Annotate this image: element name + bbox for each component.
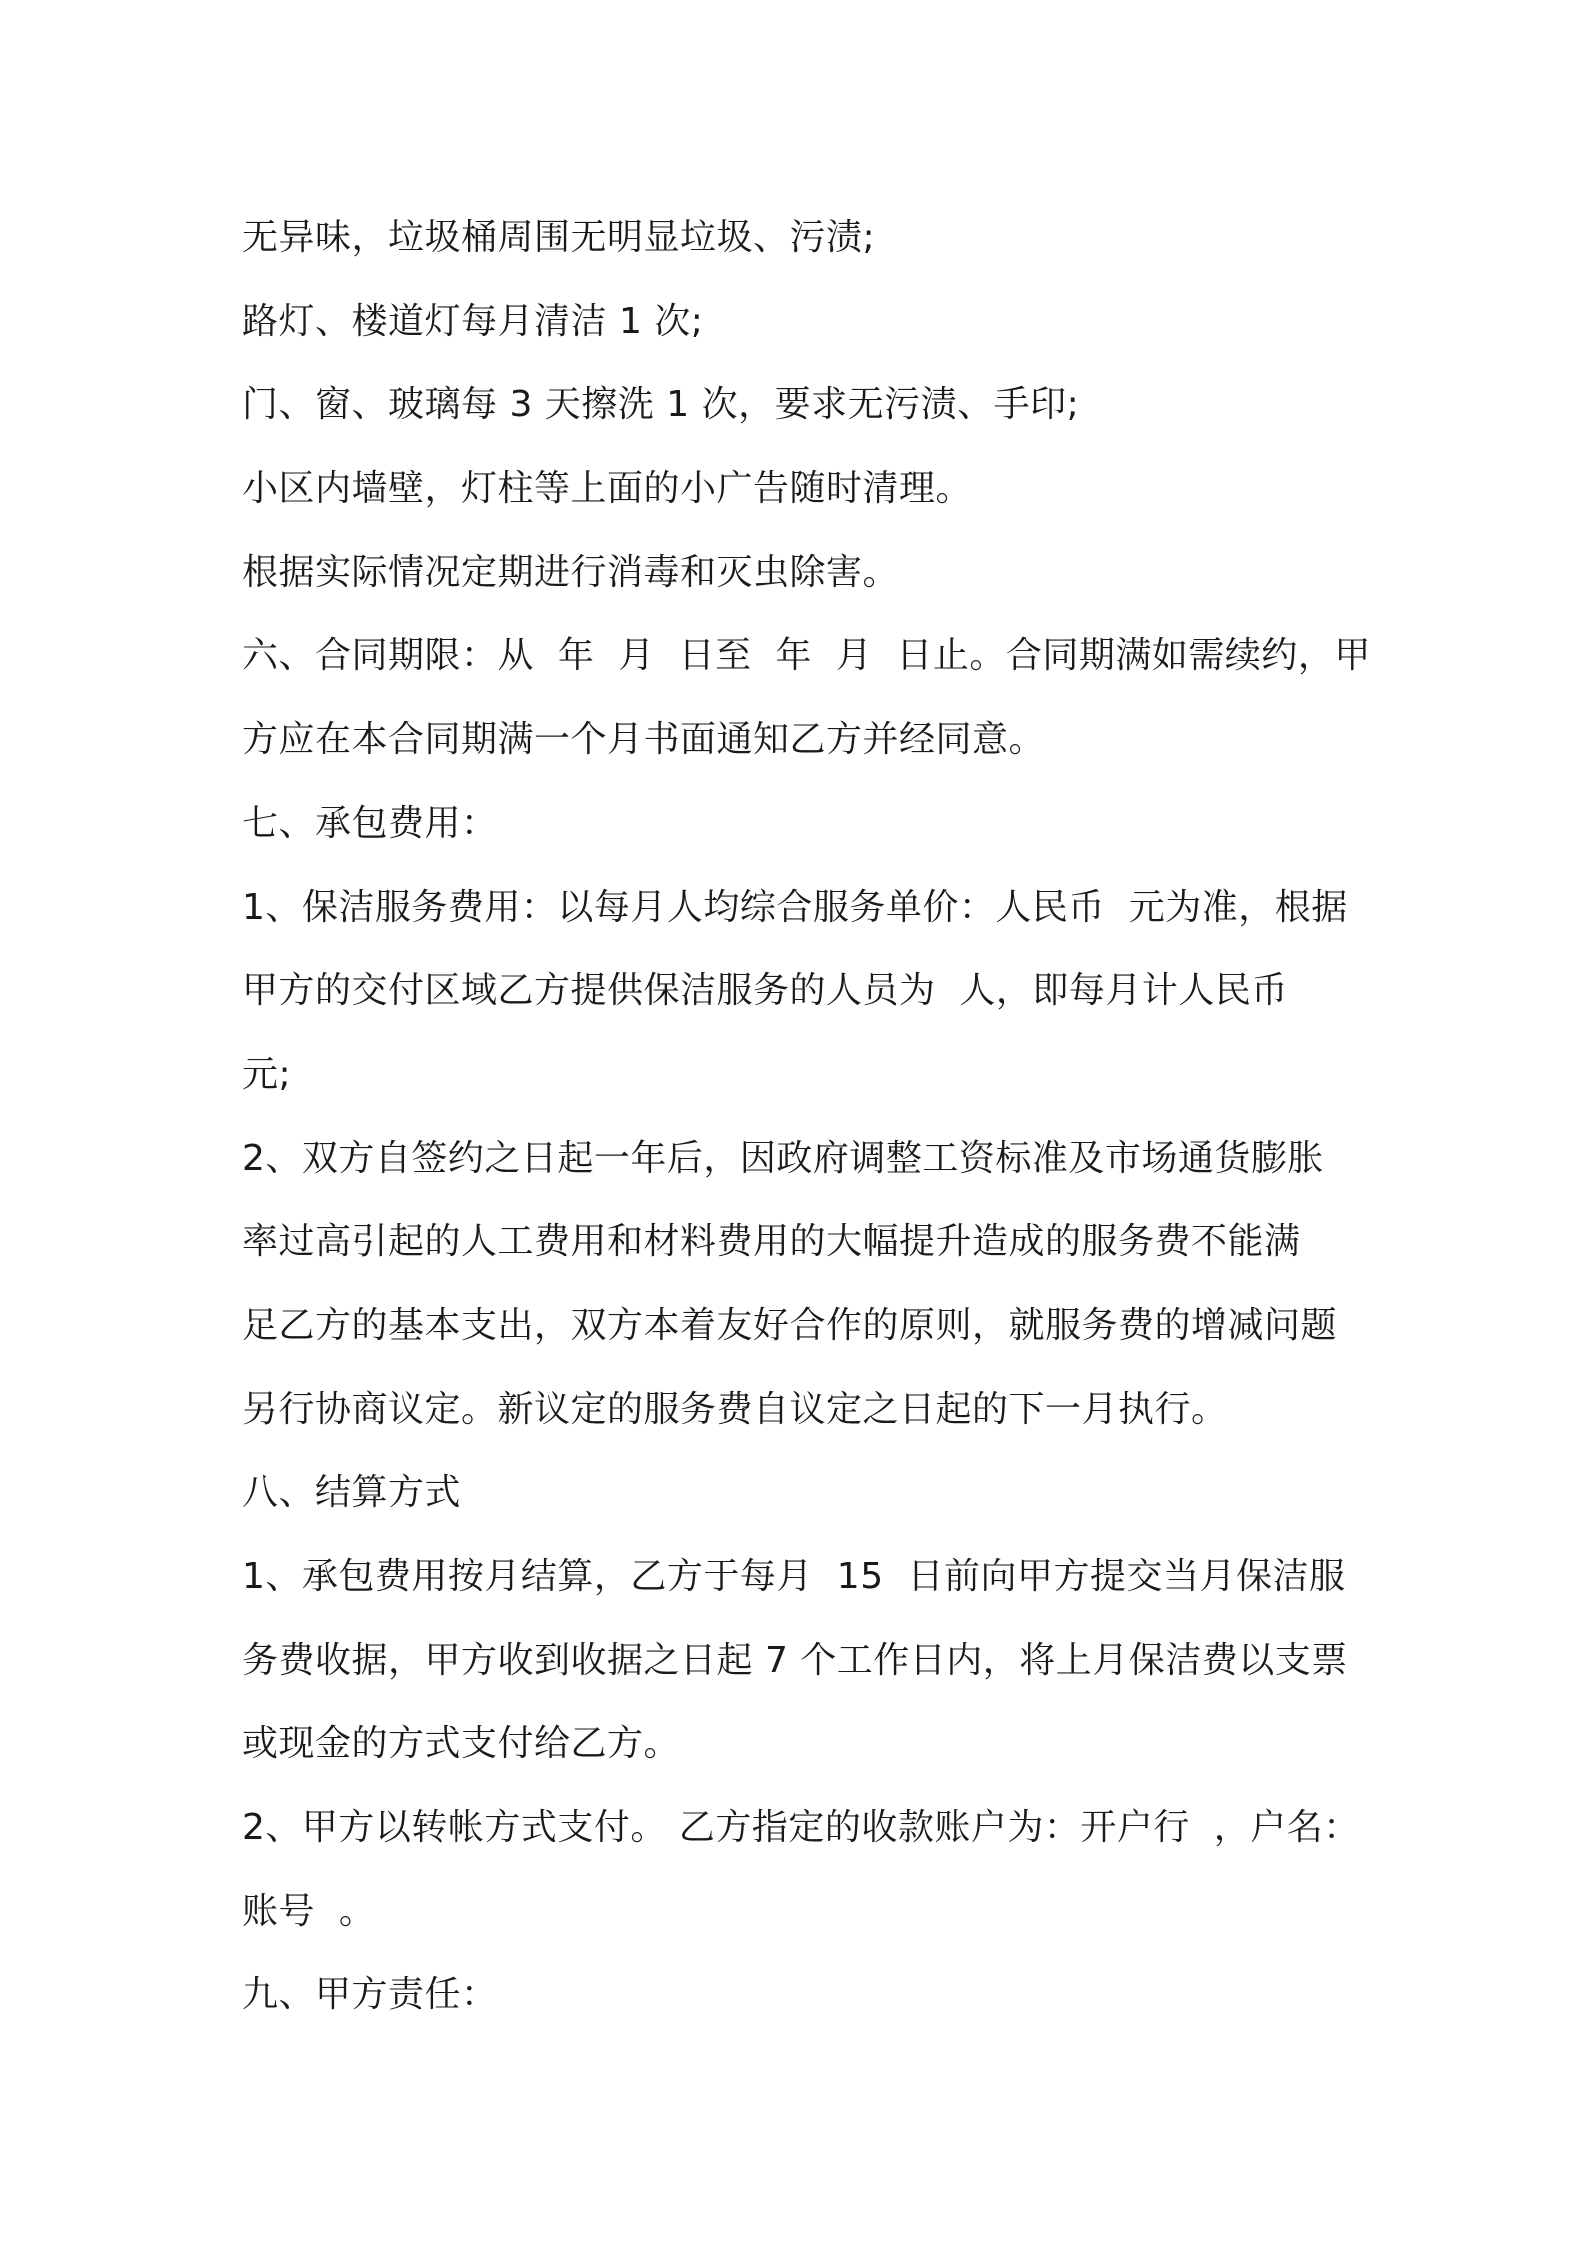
text-line: 1、保洁服务费用：以每月人均综合服务单价：人民币 元为准，根据 — [242, 886, 1348, 928]
text-line: 另行协商议定。新议定的服务费自议定之日起的下一月执行。 — [242, 1388, 1228, 1430]
text-line: 2、双方自签约之日起一年后，因政府调整工资标准及市场通货膨胀 — [242, 1137, 1324, 1179]
text-line: 率过高引起的人工费用和材料费用的大幅提升造成的服务费不能满 — [242, 1221, 1301, 1263]
document-body — [242, 196, 1371, 2037]
text-line: 路灯、楼道灯每月清洁 1 次; — [242, 300, 704, 342]
section-heading-settlement: 八、结算方式 — [242, 1472, 462, 1514]
text-line: 无异味，垃圾桶周围无明显垃圾、污渍; — [242, 217, 876, 258]
text-line: 足乙方的基本支出，双方本着友好合作的原则，就服务费的增减问题 — [242, 1304, 1338, 1346]
text-line: 方应在本合同期满一个月书面通知乙方并经同意。 — [242, 719, 1046, 761]
text-line: 甲方的交付区域乙方提供保洁服务的人员为 人，即每月计人民币 — [242, 970, 1288, 1012]
text-line: 根据实际情况定期进行消毒和灭虫除害。 — [242, 551, 900, 593]
text-line: 或现金的方式支付给乙方。 — [242, 1723, 681, 1765]
text-line: 2、甲方以转帐方式支付。 乙方指定的收款账户为：开户行 ，户名： — [242, 1807, 1360, 1849]
text-line: 账号 。 — [242, 1890, 376, 1932]
section-heading-contract-fees: 七、承包费用： — [242, 802, 498, 844]
text-line: 元; — [242, 1053, 292, 1095]
section-heading-contract-term: 六、合同期限：从 年 月 日至 年 月 日止。合同期满如需续约，甲 — [242, 635, 1371, 677]
text-line: 1、承包费用按月结算，乙方于每月 15 日前向甲方提交当月保洁服 — [242, 1556, 1346, 1597]
text-line: 务费收据，甲方收到收据之日起 7 个工作日内，将上月保洁费以支票 — [242, 1639, 1348, 1681]
section-heading-party-a-duties: 九、甲方责任： — [242, 1974, 498, 2016]
text-line: 小区内墙壁，灯柱等上面的小广告随时清理。 — [242, 468, 973, 510]
text-line: 门、窗、玻璃每 3 天擦洗 1 次，要求无污渍、手印; — [242, 384, 1080, 426]
